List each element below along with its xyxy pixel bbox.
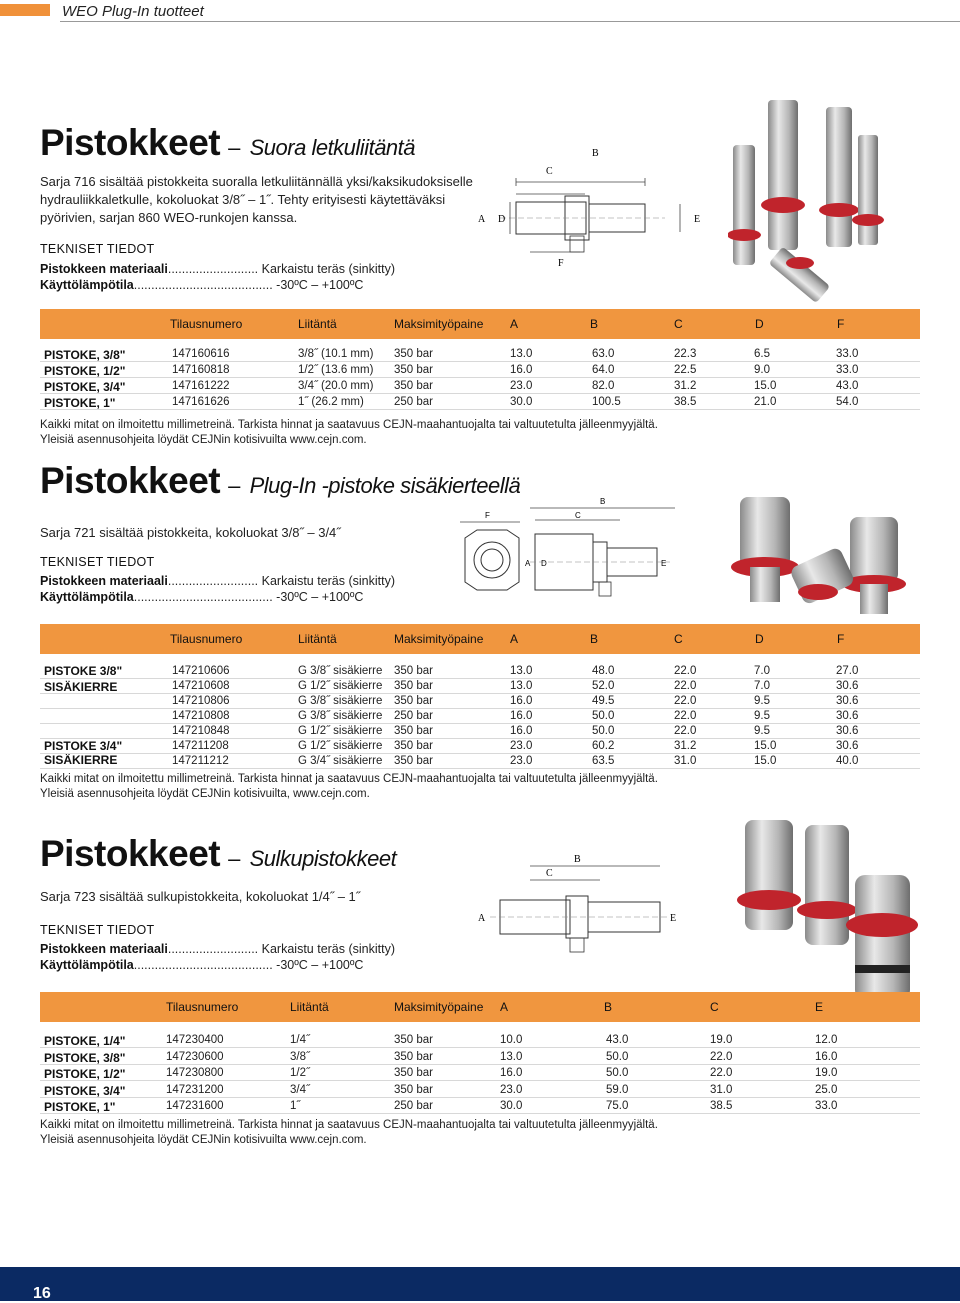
table-cell: 250 bar	[394, 1100, 434, 1112]
section2-table-row	[40, 754, 920, 769]
section2-subtitle: Plug-In -pistoke sisäkierteellä	[249, 473, 521, 498]
section2-dimension-drawing	[455, 492, 680, 612]
dim2-label-c: C	[575, 511, 581, 520]
section2-group1-label: PISTOKE 3/8"	[44, 664, 123, 678]
table-cell: 147231200	[166, 1083, 224, 1096]
table-cell: 60.2	[592, 740, 615, 752]
table-cell: 350 bar	[394, 680, 434, 692]
dim3-label-c: C	[546, 868, 553, 879]
section2-notes: Kaikki mitat on ilmoitettu millimetreinä. Tarkista hinnat ja saatavuus CEJN-maahantuojalta tai valtuutetulta jälleenmyyjältä. Yleisiä asennusohjeita löydät CEJNin kotisivuilta, www.cejn.com.	[40, 773, 658, 800]
section3-table-row	[40, 1050, 920, 1065]
section3-subtitle: Sulkupistokkeet	[249, 846, 397, 871]
table-cell: 19.0	[815, 1067, 838, 1079]
table-cell: G 3/8˝ sisäkierre	[298, 710, 383, 722]
table-cell: 15.0	[754, 755, 777, 767]
section2-table-row	[40, 664, 920, 679]
table-cell: 30.0	[500, 1100, 523, 1112]
table-cell: 22.0	[674, 710, 697, 722]
section2-group2-sublabel: SISÄKIERRE	[44, 753, 118, 767]
table-cell: PISTOKE, 3/8"	[44, 348, 126, 362]
table-cell: 350 bar	[394, 695, 434, 707]
table-cell: 50.0	[592, 725, 615, 737]
table-cell: PISTOKE, 1"	[44, 1100, 116, 1114]
section3-table-row	[40, 1083, 920, 1098]
table-cell: PISTOKE, 3/4"	[44, 380, 126, 394]
table-cell: 6.5	[754, 348, 770, 360]
table-cell: 50.0	[606, 1050, 629, 1063]
section1-table-header: Tilausnumero Liitäntä Maksimityöpaine A B C D F	[40, 309, 920, 339]
table-cell: PISTOKE, 1"	[44, 396, 116, 410]
section1-notes: Kaikki mitat on ilmoitettu millimetreinä. Tarkista hinnat ja saatavuus CEJN-maahantuojalta tai valtuutetulta jälleenmyyjältä. Yleisiä asennusohjeita löydät CEJNin kotisivuilta www.cejn.com.	[40, 419, 658, 446]
table-cell: 3/8˝	[290, 1050, 310, 1063]
table-cell: 350 bar	[394, 755, 434, 767]
table-cell: PISTOKE, 1/2"	[44, 364, 126, 378]
dim3-label-e: E	[670, 913, 677, 924]
table-cell: 82.0	[592, 380, 615, 392]
section1-title: Pistokkeet – Suora letkuliitäntä	[40, 122, 416, 163]
section2-group2-label: PISTOKE 3/4"	[44, 739, 123, 753]
section2-table-row	[40, 679, 920, 694]
table-cell: 30.0	[510, 396, 533, 408]
table-cell: 1/2˝ (13.6 mm)	[298, 364, 374, 376]
table-cell: 23.0	[510, 740, 533, 752]
table-cell: 75.0	[606, 1100, 629, 1112]
section2-table-row	[40, 739, 920, 754]
table-cell: 23.0	[510, 380, 533, 392]
table-cell: 31.2	[674, 740, 697, 752]
section1-product-photo	[728, 95, 918, 310]
table-cell: 15.0	[754, 740, 777, 752]
table-cell: 147211212	[172, 755, 229, 767]
header-title: WEO Plug-In tuotteet	[62, 3, 204, 20]
page-header	[0, 0, 960, 24]
table-cell: 22.0	[674, 695, 697, 707]
table-cell: 9.5	[754, 710, 770, 722]
table-cell: 33.0	[836, 364, 859, 376]
table-cell: 52.0	[592, 680, 615, 692]
table-cell: 30.6	[836, 725, 859, 737]
dim-label-e: E	[694, 214, 701, 225]
dim2-label-e: E	[661, 559, 667, 568]
section2-product-photo	[700, 492, 925, 627]
table-cell: G 1/2˝ sisäkierre	[298, 680, 383, 692]
table-cell: 40.0	[836, 755, 859, 767]
section1-temperature: Käyttölämpötila........................................ -30ºC – +100ºC	[40, 278, 364, 292]
table-cell: 7.0	[754, 680, 770, 692]
table-cell: 1/2˝	[290, 1067, 310, 1079]
table-cell: 10.0	[500, 1034, 523, 1046]
table-cell: 31.0	[710, 1083, 733, 1096]
table-cell: 48.0	[592, 665, 615, 677]
section3-table-row	[40, 1066, 920, 1081]
table-cell: 22.3	[674, 348, 697, 360]
dim2-label-f: F	[485, 511, 490, 520]
table-cell: 16.0	[510, 725, 533, 737]
table-cell: 3/4˝ (20.0 mm)	[298, 380, 374, 392]
dim2-label-d: D	[541, 559, 547, 568]
table-cell: 63.0	[592, 348, 615, 360]
section3-material: Pistokkeen materiaali.......................... Karkaistu teräs (sinkitty)	[40, 942, 396, 956]
table-cell: 22.0	[674, 665, 697, 677]
dim-label-d: D	[498, 214, 506, 225]
table-cell: 7.0	[754, 665, 770, 677]
table-cell: 50.0	[606, 1067, 629, 1079]
section1-table-row	[40, 395, 920, 410]
table-cell: 350 bar	[394, 364, 434, 376]
dim-label-c: C	[546, 166, 553, 177]
table-cell: 59.0	[606, 1083, 629, 1096]
section1-table-row	[40, 379, 920, 394]
table-cell: 30.6	[836, 740, 859, 752]
table-cell: 350 bar	[394, 380, 434, 392]
dim2-label-a: A	[525, 559, 531, 568]
table-cell: 9.0	[754, 364, 770, 376]
page-number: 16	[33, 1285, 51, 1302]
table-cell: 9.5	[754, 695, 770, 707]
table-cell: 43.0	[606, 1034, 629, 1046]
table-cell: 13.0	[510, 665, 533, 677]
section2-table-row	[40, 724, 920, 739]
table-cell: 1/4˝	[290, 1034, 310, 1046]
table-cell: 147230600	[166, 1050, 224, 1063]
table-cell: 30.6	[836, 695, 859, 707]
table-cell: 147160616	[172, 348, 230, 360]
table-cell: 350 bar	[394, 665, 434, 677]
table-cell: 250 bar	[394, 710, 434, 722]
section2-table-row	[40, 709, 920, 724]
section3-notes: Kaikki mitat on ilmoitettu millimetreinä. Tarkista hinnat ja saatavuus CEJN-maahantuojalta tai valtuutetulta jälleenmyyjältä. Yleisiä asennusohjeita löydät CEJNin kotisivuilta www.cejn.com.	[40, 1119, 658, 1146]
section1-subtitle: Suora letkuliitäntä	[249, 135, 416, 160]
table-cell: 1˝	[290, 1100, 301, 1112]
section2-temperature: Käyttölämpötila........................................ -30ºC – +100ºC	[40, 590, 364, 604]
table-cell: 30.6	[836, 680, 859, 692]
section2-group1-sublabel: SISÄKIERRE	[44, 680, 118, 694]
table-cell: 350 bar	[394, 740, 434, 752]
table-cell: 3/8˝ (10.1 mm)	[298, 348, 374, 360]
section3-title: Pistokkeet – Sulkupistokkeet	[40, 833, 397, 874]
section1-dimension-drawing	[470, 140, 720, 275]
section1-material: Pistokkeen materiaali.......................... Karkaistu teräs (sinkitty)	[40, 262, 396, 276]
table-cell: 33.0	[815, 1100, 838, 1112]
table-cell: 147211208	[172, 740, 229, 752]
table-cell: 12.0	[815, 1034, 838, 1046]
section1-description: Sarja 716 sisältää pistokkeita suoralla letkuliitännällä yksi/kaksikudoksiselle hydrauliikkaletkulle, kokoluokat 3/8˝ – 1˝. Tehty erityisesti käytettäväksi pyörivien, sarjan 860 WEO-runkojen kanssa.	[40, 174, 473, 225]
table-cell: 16.0	[510, 364, 533, 376]
section1-table-row	[40, 347, 920, 362]
table-cell: G 3/4˝ sisäkierre	[298, 755, 383, 767]
dim-label-f: F	[558, 258, 564, 269]
table-cell: 22.5	[674, 364, 697, 376]
table-cell: 250 bar	[394, 396, 434, 408]
table-cell: 22.0	[674, 680, 697, 692]
table-cell: 350 bar	[394, 1083, 434, 1096]
table-cell: G 3/8˝ sisäkierre	[298, 695, 383, 707]
table-cell: 38.5	[710, 1100, 733, 1112]
table-cell: 63.5	[592, 755, 615, 767]
table-cell: PISTOKE, 1/2"	[44, 1067, 126, 1081]
table-cell: 16.0	[510, 710, 533, 722]
section3-tech-heading: TEKNISET TIEDOT	[40, 923, 155, 937]
section2-table-row	[40, 694, 920, 709]
table-cell: 25.0	[815, 1083, 838, 1096]
table-cell: 350 bar	[394, 1067, 434, 1079]
table-cell: PISTOKE, 3/8"	[44, 1050, 126, 1065]
section3-table-header: Tilausnumero Liitäntä Maksimityöpaine A B C E	[40, 992, 920, 1022]
header-accent-bar	[0, 4, 50, 16]
table-cell: 350 bar	[394, 348, 434, 360]
table-cell: 27.0	[836, 665, 859, 677]
table-cell: G 1/2˝ sisäkierre	[298, 725, 383, 737]
table-cell: 147161626	[172, 396, 230, 408]
table-cell: 15.0	[754, 380, 777, 392]
table-cell: 350 bar	[394, 725, 434, 737]
table-cell: 147161222	[172, 380, 230, 392]
table-cell: 350 bar	[394, 1050, 434, 1063]
table-cell: G 3/8˝ sisäkierre	[298, 665, 383, 677]
table-cell: 147160818	[172, 364, 230, 376]
table-cell: 22.0	[674, 725, 697, 737]
table-cell: 19.0	[710, 1034, 733, 1046]
table-cell: 30.6	[836, 710, 859, 722]
table-cell: 147231600	[166, 1100, 224, 1112]
table-cell: 147210848	[172, 725, 230, 737]
section3-table-row	[40, 1099, 920, 1114]
table-cell: 9.5	[754, 725, 770, 737]
dim-label-a: A	[478, 214, 486, 225]
dim3-label-a: A	[478, 913, 486, 924]
table-cell: 16.0	[510, 695, 533, 707]
section1-tech-heading: TEKNISET TIEDOT	[40, 242, 155, 256]
table-cell: 13.0	[510, 348, 533, 360]
table-cell: 23.0	[500, 1083, 523, 1096]
table-cell: PISTOKE, 3/4"	[44, 1083, 126, 1098]
dim-label-b: B	[592, 148, 599, 159]
section3-dimension-drawing	[470, 850, 700, 960]
table-cell: 350 bar	[394, 1034, 434, 1046]
table-cell: 43.0	[836, 380, 859, 392]
table-cell: 147230800	[166, 1067, 224, 1079]
dim2-label-b: B	[600, 497, 606, 506]
table-cell: 33.0	[836, 348, 859, 360]
table-cell: 147210606	[172, 665, 230, 677]
table-cell: 38.5	[674, 396, 697, 408]
table-cell: PISTOKE, 1/4"	[44, 1034, 126, 1048]
table-cell: 22.0	[710, 1067, 733, 1079]
table-cell: 23.0	[510, 755, 533, 767]
section2-title: Pistokkeet – Plug-In -pistoke sisäkierteellä	[40, 460, 521, 501]
table-cell: 1˝ (26.2 mm)	[298, 396, 364, 408]
table-cell: 13.0	[510, 680, 533, 692]
section3-product-photo	[735, 815, 920, 1005]
table-cell: 147230400	[166, 1034, 224, 1046]
dim3-label-b: B	[574, 854, 581, 865]
table-cell: 3/4˝	[290, 1083, 310, 1096]
table-cell: 16.0	[815, 1050, 838, 1063]
table-cell: G 1/2˝ sisäkierre	[298, 740, 383, 752]
table-cell: 100.5	[592, 396, 621, 408]
section2-material: Pistokkeen materiaali.......................... Karkaistu teräs (sinkitty)	[40, 574, 396, 588]
section1-table-row	[40, 363, 920, 378]
section3-table-row	[40, 1033, 920, 1048]
table-cell: 147210608	[172, 680, 230, 692]
table-cell: 31.2	[674, 380, 697, 392]
section2-table-header: Tilausnumero Liitäntä Maksimityöpaine A B C D F	[40, 624, 920, 654]
table-cell: 22.0	[710, 1050, 733, 1063]
section2-description: Sarja 721 sisältää pistokkeita, kokoluokat 3/8˝ – 3/4˝	[40, 525, 341, 540]
table-cell: 49.5	[592, 695, 615, 707]
section2-tech-heading: TEKNISET TIEDOT	[40, 555, 155, 569]
table-cell: 147210808	[172, 710, 230, 722]
section3-description: Sarja 723 sisältää sulkupistokkeita, kokoluokat 1/4˝ – 1˝	[40, 889, 361, 904]
table-cell: 31.0	[674, 755, 697, 767]
table-cell: 147210806	[172, 695, 230, 707]
section3-temperature: Käyttölämpötila........................................ -30ºC – +100ºC	[40, 958, 364, 972]
table-cell: 16.0	[500, 1067, 523, 1079]
header-rule	[60, 21, 960, 22]
table-cell: 50.0	[592, 710, 615, 722]
table-cell: 64.0	[592, 364, 615, 376]
table-cell: 13.0	[500, 1050, 523, 1063]
table-cell: 21.0	[754, 396, 777, 408]
table-cell: 54.0	[836, 396, 859, 408]
page-footer	[0, 1267, 960, 1301]
